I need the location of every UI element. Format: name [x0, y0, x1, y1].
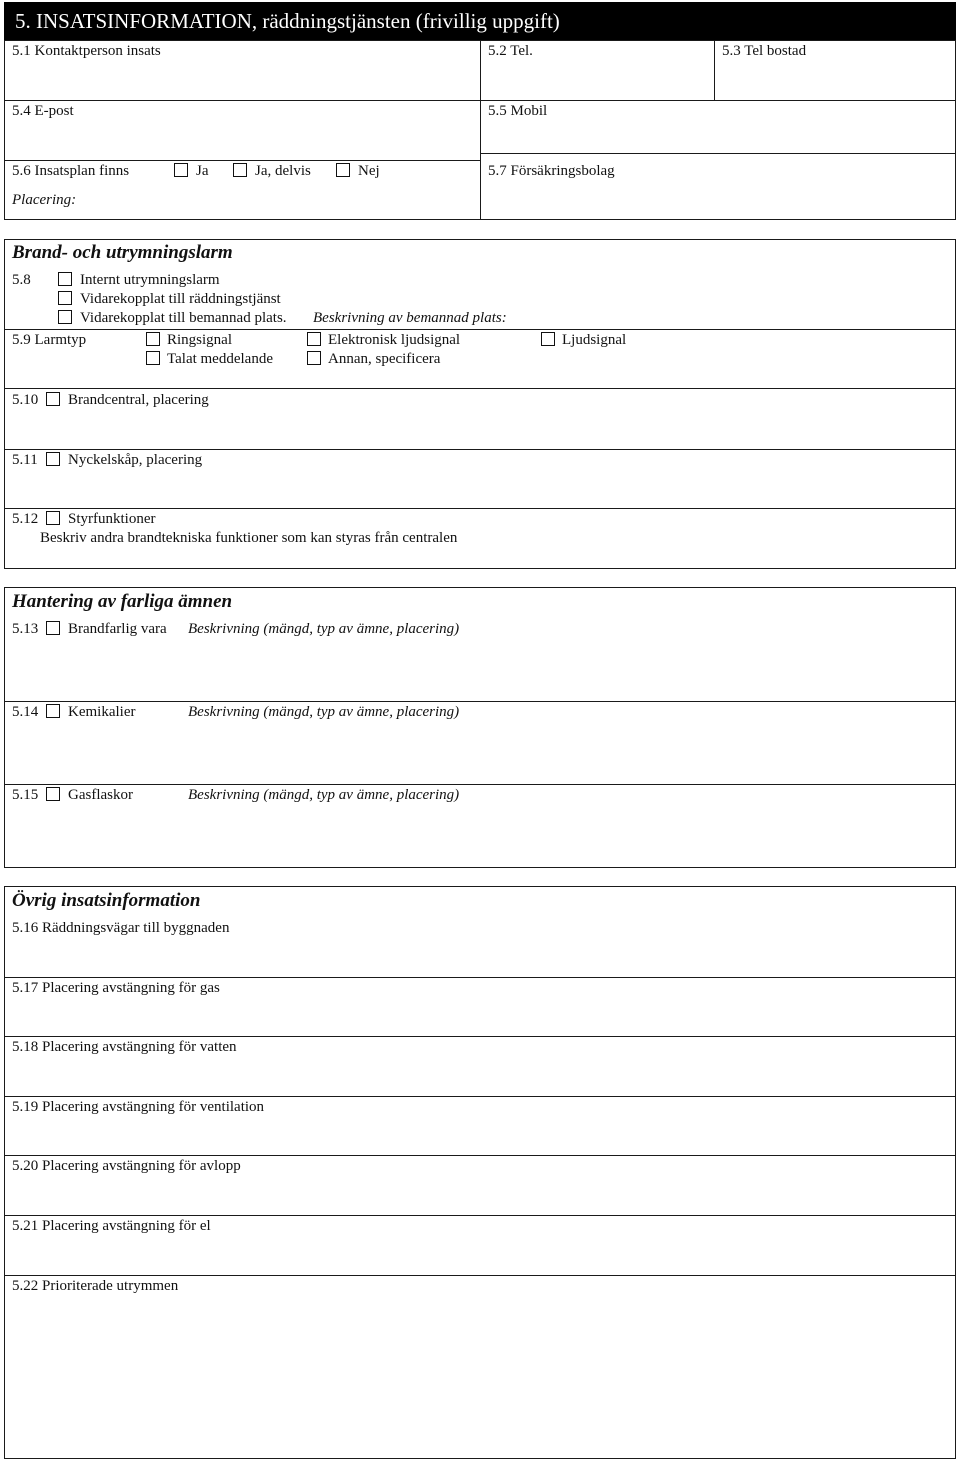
checkbox-internt[interactable]	[58, 272, 72, 286]
field-label-insatsplan: 5.6 Insatsplan finns	[12, 163, 130, 179]
checkbox-label-internt: Internt utrymningslarm	[80, 272, 220, 288]
checkbox-ja[interactable]	[174, 163, 188, 177]
divider	[4, 977, 956, 978]
divider	[714, 40, 715, 100]
checkbox-styrfunktioner[interactable]	[46, 511, 60, 525]
field-label-epost: 5.4 E-post	[12, 103, 74, 119]
divider	[4, 160, 480, 161]
field-label-mobil: 5.5 Mobil	[488, 103, 548, 119]
checkbox-label-talat: Talat meddelande	[167, 351, 273, 367]
checkbox-label-ljudsignal: Ljudsignal	[562, 332, 627, 348]
checkbox-gasflaskor[interactable]	[46, 787, 60, 801]
checkbox-ljudsignal[interactable]	[541, 332, 555, 346]
checkbox-label-ringsignal: Ringsignal	[167, 332, 233, 348]
field-description-brandfarlig: Beskrivning (mängd, typ av ämne, placering)	[188, 621, 460, 637]
field-label-beskrivning-bem: Beskrivning av bemannad plats:	[313, 310, 507, 326]
divider	[4, 1155, 956, 1156]
field-label-5-10: 5.10	[12, 392, 39, 408]
field-label-tel: 5.2 Tel.	[488, 43, 533, 59]
checkbox-label-vidare-bem: Vidarekopplat till bemannad plats.	[80, 310, 287, 326]
checkbox-annan[interactable]	[307, 351, 321, 365]
section-title-other: Övrig insatsinformation	[12, 890, 201, 911]
field-description-styr: Beskriv andra brandtekniska funktioner som kan styras från centralen	[40, 530, 458, 546]
field-label-5-20: 5.20 Placering avstängning för avlopp	[12, 1158, 241, 1174]
field-description-gasflaskor: Beskrivning (mängd, typ av ämne, placering)	[188, 787, 460, 803]
divider	[4, 701, 956, 702]
field-label-kontaktperson: 5.1 Kontaktperson insats	[12, 43, 161, 59]
field-label-placering: Placering:	[12, 192, 77, 208]
checkbox-label-gasflaskor: Gasflaskor	[68, 787, 133, 803]
checkbox-talat[interactable]	[146, 351, 160, 365]
field-label-5-13: 5.13	[12, 621, 39, 637]
field-label-5-8: 5.8	[12, 272, 31, 288]
checkbox-ja-delvis[interactable]	[233, 163, 247, 177]
section-title-hazard: Hantering av farliga ämnen	[12, 591, 233, 612]
field-description-kemikalier: Beskrivning (mängd, typ av ämne, placering)	[188, 704, 460, 720]
checkbox-brandcentral[interactable]	[46, 392, 60, 406]
divider	[480, 40, 481, 220]
checkbox-kemikalier[interactable]	[46, 704, 60, 718]
checkbox-brandfarlig[interactable]	[46, 621, 60, 635]
field-label-5-11: 5.11	[12, 452, 38, 468]
checkbox-label-nej: Nej	[358, 163, 380, 179]
checkbox-ringsignal[interactable]	[146, 332, 160, 346]
divider	[4, 1275, 956, 1276]
field-label-tel-bostad: 5.3 Tel bostad	[722, 43, 807, 59]
field-label-5-15: 5.15	[12, 787, 39, 803]
divider	[4, 508, 956, 509]
field-label-5-22: 5.22 Prioriterade utrymmen	[12, 1278, 179, 1294]
field-label-forsakringsbolag: 5.7 Försäkringsbolag	[488, 163, 615, 179]
checkbox-label-styrfunktioner: Styrfunktioner	[68, 511, 156, 527]
field-label-5-19: 5.19 Placering avstängning för ventilation	[12, 1099, 265, 1115]
checkbox-nyckelskap[interactable]	[46, 452, 60, 466]
divider	[4, 388, 956, 389]
checkbox-label-ja: Ja	[196, 163, 209, 179]
divider	[480, 153, 956, 154]
checkbox-label-vidare-rtj: Vidarekopplat till räddningstjänst	[80, 291, 281, 307]
divider	[4, 449, 956, 450]
checkbox-label-elektronisk: Elektronisk ljudsignal	[328, 332, 461, 348]
field-label-5-18: 5.18 Placering avstängning för vatten	[12, 1039, 237, 1055]
field-label-5-14: 5.14	[12, 704, 39, 720]
divider	[4, 1215, 956, 1216]
checkbox-vidare-rtj[interactable]	[58, 291, 72, 305]
checkbox-vidare-bem[interactable]	[58, 310, 72, 324]
field-label-5-17: 5.17 Placering avstängning för gas	[12, 980, 220, 996]
field-label-5-21: 5.21 Placering avstängning för el	[12, 1218, 211, 1234]
field-label-5-12: 5.12	[12, 511, 39, 527]
checkbox-elektronisk[interactable]	[307, 332, 321, 346]
checkbox-label-annan: Annan, specificera	[328, 351, 441, 367]
checkbox-label-nyckelskap: Nyckelskåp, placering	[68, 452, 203, 468]
checkbox-label-ja-delvis: Ja, delvis	[255, 163, 311, 179]
checkbox-label-brandcentral: Brandcentral, placering	[68, 392, 209, 408]
field-label-larmtyp: 5.9 Larmtyp	[12, 332, 87, 348]
field-label-5-16: 5.16 Räddningsvägar till byggnaden	[12, 920, 230, 936]
checkbox-nej[interactable]	[336, 163, 350, 177]
divider	[4, 1096, 956, 1097]
divider	[4, 1036, 956, 1037]
divider	[4, 329, 956, 330]
section-header: 5. INSATSINFORMATION, räddningstjänsten (frivillig uppgift)	[4, 2, 956, 40]
divider	[4, 100, 956, 101]
section-title-alarm: Brand- och utrymningslarm	[12, 242, 233, 263]
checkbox-label-kemikalier: Kemikalier	[68, 704, 136, 720]
divider	[4, 784, 956, 785]
checkbox-label-brandfarlig: Brandfarlig vara	[68, 621, 167, 637]
